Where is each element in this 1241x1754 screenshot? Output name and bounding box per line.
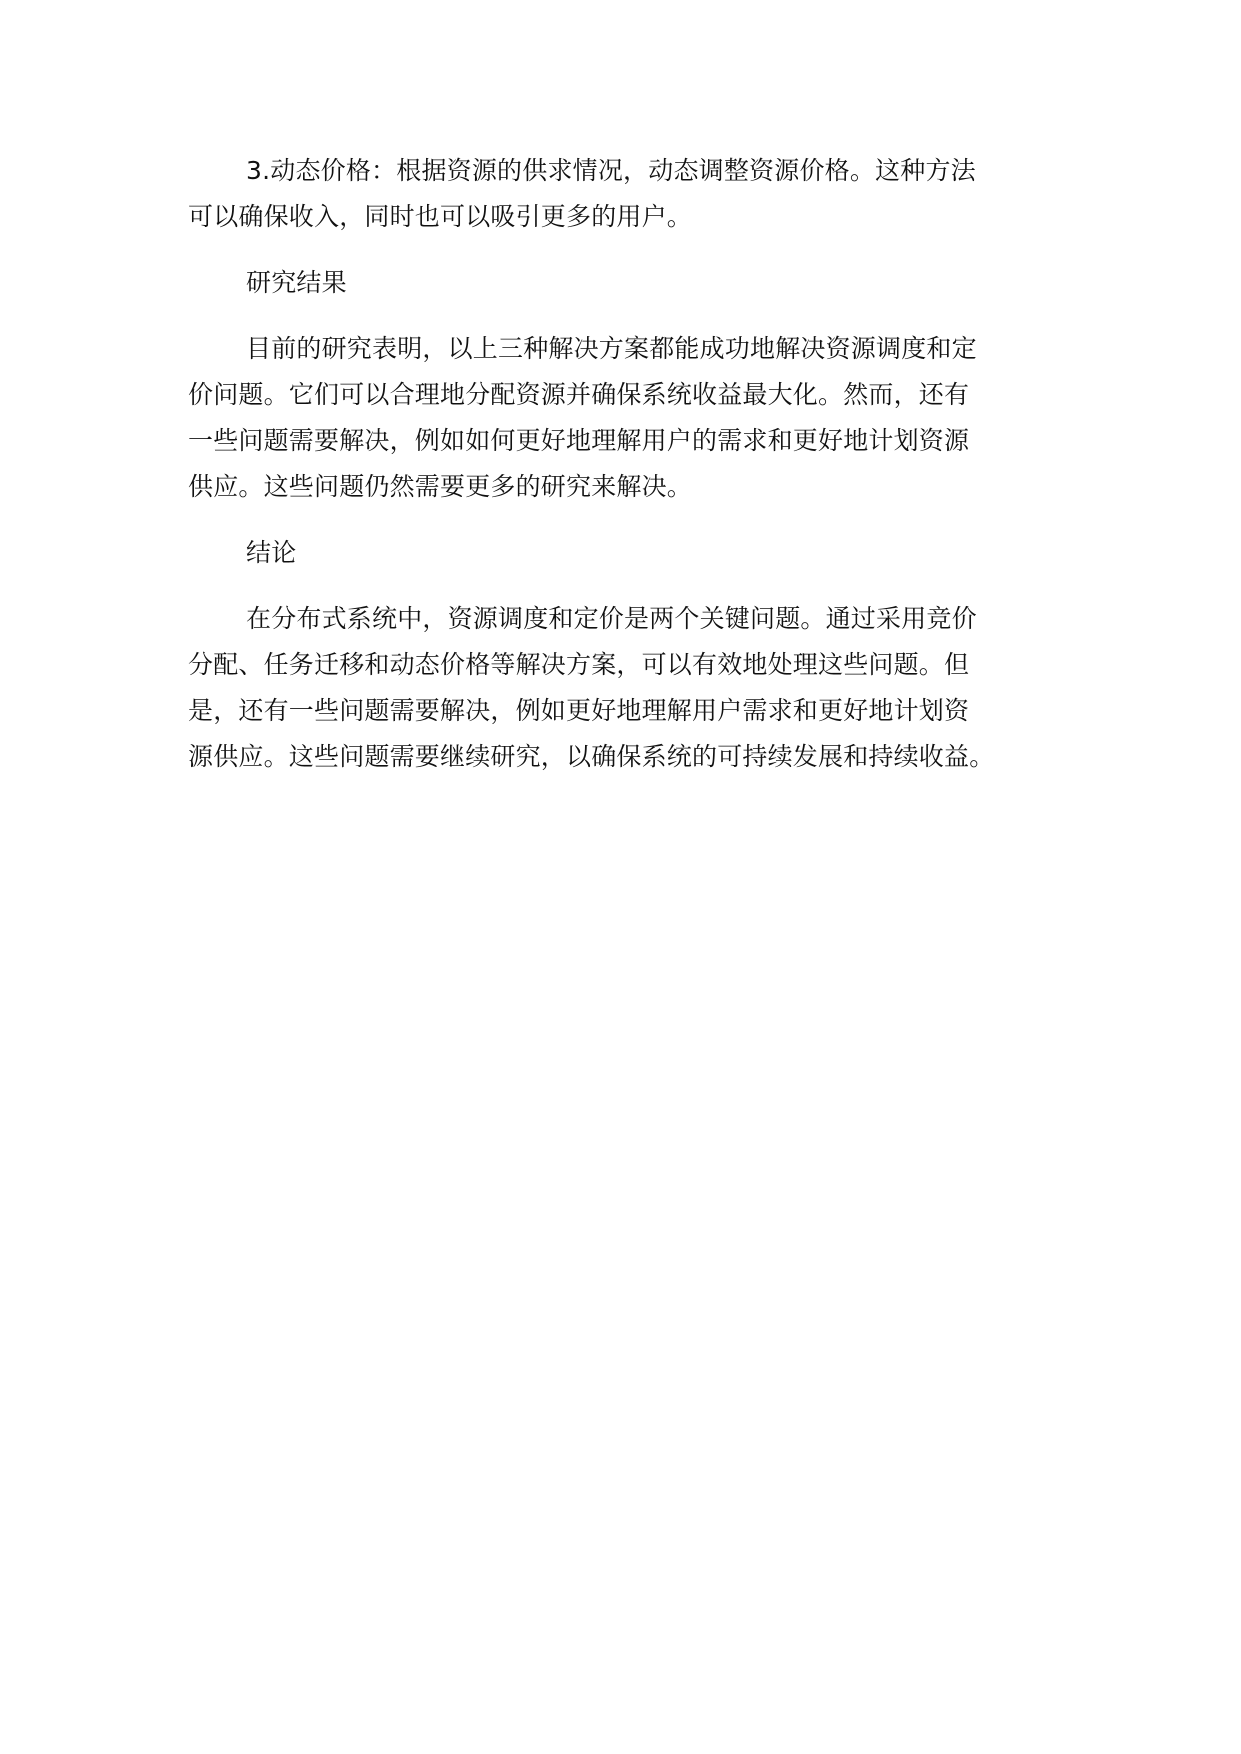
paragraph-line: 一些问题需要解决，例如如何更好地理解用户的需求和更好地计划资源 [188, 426, 970, 455]
section-heading-conclusion: 结论 [246, 538, 297, 567]
paragraph-line: 是，还有一些问题需要解决，例如更好地理解用户需求和更好地计划资 [188, 696, 970, 725]
paragraph-line: 3.动态价格：根据资源的供求情况，动态调整资源价格。这种方法 [246, 156, 976, 185]
document-body [188, 148, 1068, 800]
paragraph-line: 目前的研究表明，以上三种解决方案都能成功地解决资源调度和定 [246, 334, 977, 363]
paragraph-line: 价问题。它们可以合理地分配资源并确保系统收益最大化。然而，还有 [188, 380, 970, 409]
section-heading-results: 研究结果 [246, 268, 347, 297]
paragraph-conclusion [188, 596, 1068, 780]
paragraph-line: 在分布式系统中，资源调度和定价是两个关键问题。通过采用竞价 [246, 604, 977, 633]
paragraph-line: 分配、任务迁移和动态价格等解决方案，可以有效地处理这些问题。但 [188, 650, 970, 679]
paragraph-line: 源供应。这些问题需要继续研究，以确保系统的可持续发展和持续收益。 [188, 742, 995, 771]
paragraph-dynamic-pricing [188, 148, 1068, 240]
paragraph-line: 供应。这些问题仍然需要更多的研究来解决。 [188, 472, 693, 501]
paragraph-line: 可以确保收入，同时也可以吸引更多的用户。 [188, 202, 693, 231]
paragraph-results [188, 326, 1068, 510]
